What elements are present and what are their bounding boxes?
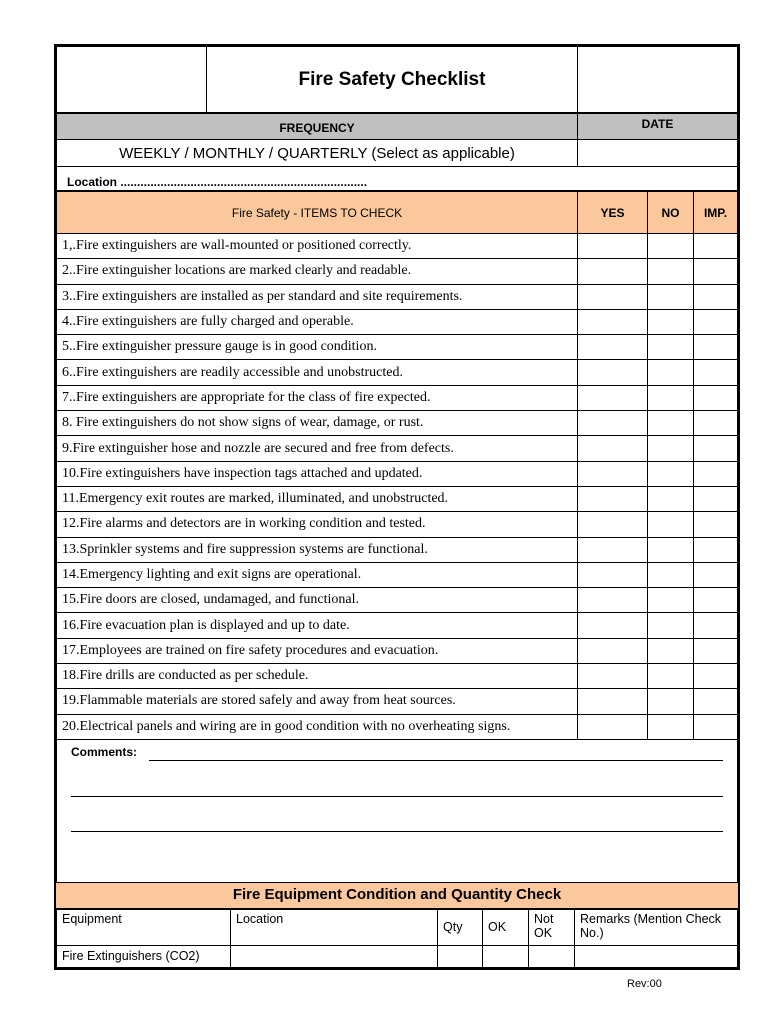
yes-checkbox-cell[interactable]	[578, 234, 648, 259]
date-label: DATE	[578, 114, 738, 140]
checklist-row	[57, 461, 738, 486]
no-checkbox-cell[interactable]	[648, 309, 694, 334]
comments-line[interactable]	[71, 831, 723, 832]
imp-checkbox-cell[interactable]	[694, 259, 738, 284]
imp-checkbox-cell[interactable]	[694, 714, 738, 739]
revision-label: Rev:00	[627, 978, 662, 990]
imp-checkbox-cell[interactable]	[694, 613, 738, 638]
checklist-row	[57, 613, 738, 638]
checklist-item-text: 2..Fire extinguisher locations are marked clearly and readable.	[57, 259, 578, 284]
header-right-cell	[578, 47, 738, 113]
yes-checkbox-cell[interactable]	[578, 537, 648, 562]
items-table	[56, 191, 738, 740]
items-header: Fire Safety - ITEMS TO CHECK	[57, 192, 578, 234]
imp-checkbox-cell[interactable]	[694, 234, 738, 259]
comments-label: Comments:	[71, 744, 138, 759]
frequency-value[interactable]: WEEKLY / MONTHLY / QUARTERLY (Select as applicable)	[57, 140, 578, 167]
yes-checkbox-cell[interactable]	[578, 284, 648, 309]
no-checkbox-cell[interactable]	[648, 411, 694, 436]
yes-checkbox-cell[interactable]	[578, 436, 648, 461]
checklist-row	[57, 259, 738, 284]
checklist-item-text: 4..Fire extinguishers are fully charged and operable.	[57, 309, 578, 334]
checklist-item-text: 14.Emergency lighting and exit signs are operational.	[57, 562, 578, 587]
imp-checkbox-cell[interactable]	[694, 411, 738, 436]
checklist-item-text: 8. Fire extinguishers do not show signs of wear, damage, or rust.	[57, 411, 578, 436]
checklist-item-text: 5..Fire extinguisher pressure gauge is in good condition.	[57, 335, 578, 360]
location-cell[interactable]	[231, 945, 438, 967]
checklist-item-text: 10.Fire extinguishers have inspection tags attached and updated.	[57, 461, 578, 486]
no-checkbox-cell[interactable]	[648, 259, 694, 284]
no-checkbox-cell[interactable]	[648, 714, 694, 739]
no-checkbox-cell[interactable]	[648, 461, 694, 486]
yes-checkbox-cell[interactable]	[578, 638, 648, 663]
qty-cell[interactable]	[438, 945, 483, 967]
no-checkbox-cell[interactable]	[648, 588, 694, 613]
yes-checkbox-cell[interactable]	[578, 689, 648, 714]
checklist-row	[57, 436, 738, 461]
yes-checkbox-cell[interactable]	[578, 259, 648, 284]
remarks-cell[interactable]	[575, 945, 738, 967]
yes-checkbox-cell[interactable]	[578, 360, 648, 385]
header-table	[56, 46, 738, 113]
checklist-row	[57, 512, 738, 537]
checklist-row	[57, 411, 738, 436]
yes-checkbox-cell[interactable]	[578, 588, 648, 613]
imp-checkbox-cell[interactable]	[694, 436, 738, 461]
checklist-row	[57, 360, 738, 385]
checklist-row	[57, 714, 738, 739]
no-checkbox-cell[interactable]	[648, 562, 694, 587]
yes-checkbox-cell[interactable]	[578, 512, 648, 537]
checklist-row	[57, 486, 738, 511]
checklist-row	[57, 638, 738, 663]
checklist-item-text: 9.Fire extinguisher hose and nozzle are secured and free from defects.	[57, 436, 578, 461]
yes-checkbox-cell[interactable]	[578, 385, 648, 410]
no-checkbox-cell[interactable]	[648, 486, 694, 511]
checklist-item-text: 16.Fire evacuation plan is displayed and up to date.	[57, 613, 578, 638]
ok-column-header: OK	[483, 909, 529, 945]
imp-checkbox-cell[interactable]	[694, 284, 738, 309]
frequency-table	[56, 113, 738, 191]
checklist-item-text: 18.Fire drills are conducted as per schedule.	[57, 664, 578, 689]
imp-checkbox-cell[interactable]	[694, 537, 738, 562]
no-checkbox-cell[interactable]	[648, 638, 694, 663]
checklist-row	[57, 537, 738, 562]
imp-checkbox-cell[interactable]	[694, 689, 738, 714]
yes-checkbox-cell[interactable]	[578, 309, 648, 334]
imp-header: IMP.	[694, 192, 738, 234]
yes-checkbox-cell[interactable]	[578, 486, 648, 511]
not-ok-column-header: Not OK	[529, 909, 575, 945]
imp-checkbox-cell[interactable]	[694, 512, 738, 537]
location-field[interactable]: Location ..........................................................................	[57, 167, 738, 191]
equipment-section-title: Fire Equipment Condition and Quantity Check	[56, 882, 738, 909]
date-field[interactable]	[578, 140, 738, 167]
no-checkbox-cell[interactable]	[648, 664, 694, 689]
no-checkbox-cell[interactable]	[648, 512, 694, 537]
imp-checkbox-cell[interactable]	[694, 360, 738, 385]
checklist-row	[57, 588, 738, 613]
checklist-item-text: 19.Flammable materials are stored safely and away from heat sources.	[57, 689, 578, 714]
checklist-sheet	[54, 44, 740, 970]
equipment-column-header: Equipment	[57, 909, 231, 945]
no-checkbox-cell[interactable]	[648, 360, 694, 385]
no-checkbox-cell[interactable]	[648, 537, 694, 562]
imp-checkbox-cell[interactable]	[694, 385, 738, 410]
yes-checkbox-cell[interactable]	[578, 664, 648, 689]
imp-checkbox-cell[interactable]	[694, 335, 738, 360]
checklist-row	[57, 234, 738, 259]
imp-checkbox-cell[interactable]	[694, 486, 738, 511]
location-column-header: Location	[231, 909, 438, 945]
checklist-row	[57, 664, 738, 689]
no-checkbox-cell[interactable]	[648, 385, 694, 410]
checklist-item-text: 1,.Fire extinguishers are wall-mounted or positioned correctly.	[57, 234, 578, 259]
comments-line[interactable]	[71, 796, 723, 797]
comments-section	[56, 740, 738, 882]
no-checkbox-cell[interactable]	[648, 436, 694, 461]
checklist-row	[57, 562, 738, 587]
yes-checkbox-cell[interactable]	[578, 411, 648, 436]
imp-checkbox-cell[interactable]	[694, 309, 738, 334]
imp-checkbox-cell[interactable]	[694, 562, 738, 587]
no-checkbox-cell[interactable]	[648, 284, 694, 309]
no-checkbox-cell[interactable]	[648, 234, 694, 259]
equipment-table	[56, 909, 738, 968]
checklist-row	[57, 335, 738, 360]
equipment-cell: Fire Extinguishers (CO2)	[57, 945, 231, 967]
comments-line[interactable]	[149, 760, 723, 761]
checklist-item-text: 15.Fire doors are closed, undamaged, and functional.	[57, 588, 578, 613]
yes-header: YES	[578, 192, 648, 234]
no-checkbox-cell[interactable]	[648, 335, 694, 360]
checklist-item-text: 7..Fire extinguishers are appropriate for the class of fire expected.	[57, 385, 578, 410]
checklist-row	[57, 689, 738, 714]
checklist-item-text: 17.Employees are trained on fire safety procedures and evacuation.	[57, 638, 578, 663]
checklist-item-text: 12.Fire alarms and detectors are in working condition and tested.	[57, 512, 578, 537]
yes-checkbox-cell[interactable]	[578, 461, 648, 486]
yes-checkbox-cell[interactable]	[578, 562, 648, 587]
checklist-row	[57, 385, 738, 410]
imp-checkbox-cell[interactable]	[694, 664, 738, 689]
page-title: Fire Safety Checklist	[207, 47, 578, 113]
checklist-item-text: 6..Fire extinguishers are readily accessible and unobstructed.	[57, 360, 578, 385]
logo-cell	[57, 47, 207, 113]
ok-cell[interactable]	[483, 945, 529, 967]
imp-checkbox-cell[interactable]	[694, 638, 738, 663]
not-ok-cell[interactable]	[529, 945, 575, 967]
checklist-row	[57, 284, 738, 309]
checklist-item-text: 3..Fire extinguishers are installed as per standard and site requirements.	[57, 284, 578, 309]
remarks-column-header: Remarks (Mention Check No.)	[575, 909, 738, 945]
no-checkbox-cell[interactable]	[648, 689, 694, 714]
imp-checkbox-cell[interactable]	[694, 588, 738, 613]
checklist-item-text: 20.Electrical panels and wiring are in good condition with no overheating signs.	[57, 714, 578, 739]
checklist-item-text: 13.Sprinkler systems and fire suppression systems are functional.	[57, 537, 578, 562]
imp-checkbox-cell[interactable]	[694, 461, 738, 486]
checklist-row	[57, 309, 738, 334]
yes-checkbox-cell[interactable]	[578, 335, 648, 360]
no-header: NO	[648, 192, 694, 234]
qty-column-header: Qty	[438, 909, 483, 945]
no-checkbox-cell[interactable]	[648, 613, 694, 638]
yes-checkbox-cell[interactable]	[578, 714, 648, 739]
frequency-label: FREQUENCY	[57, 114, 578, 140]
yes-checkbox-cell[interactable]	[578, 613, 648, 638]
checklist-item-text: 11.Emergency exit routes are marked, illuminated, and unobstructed.	[57, 486, 578, 511]
